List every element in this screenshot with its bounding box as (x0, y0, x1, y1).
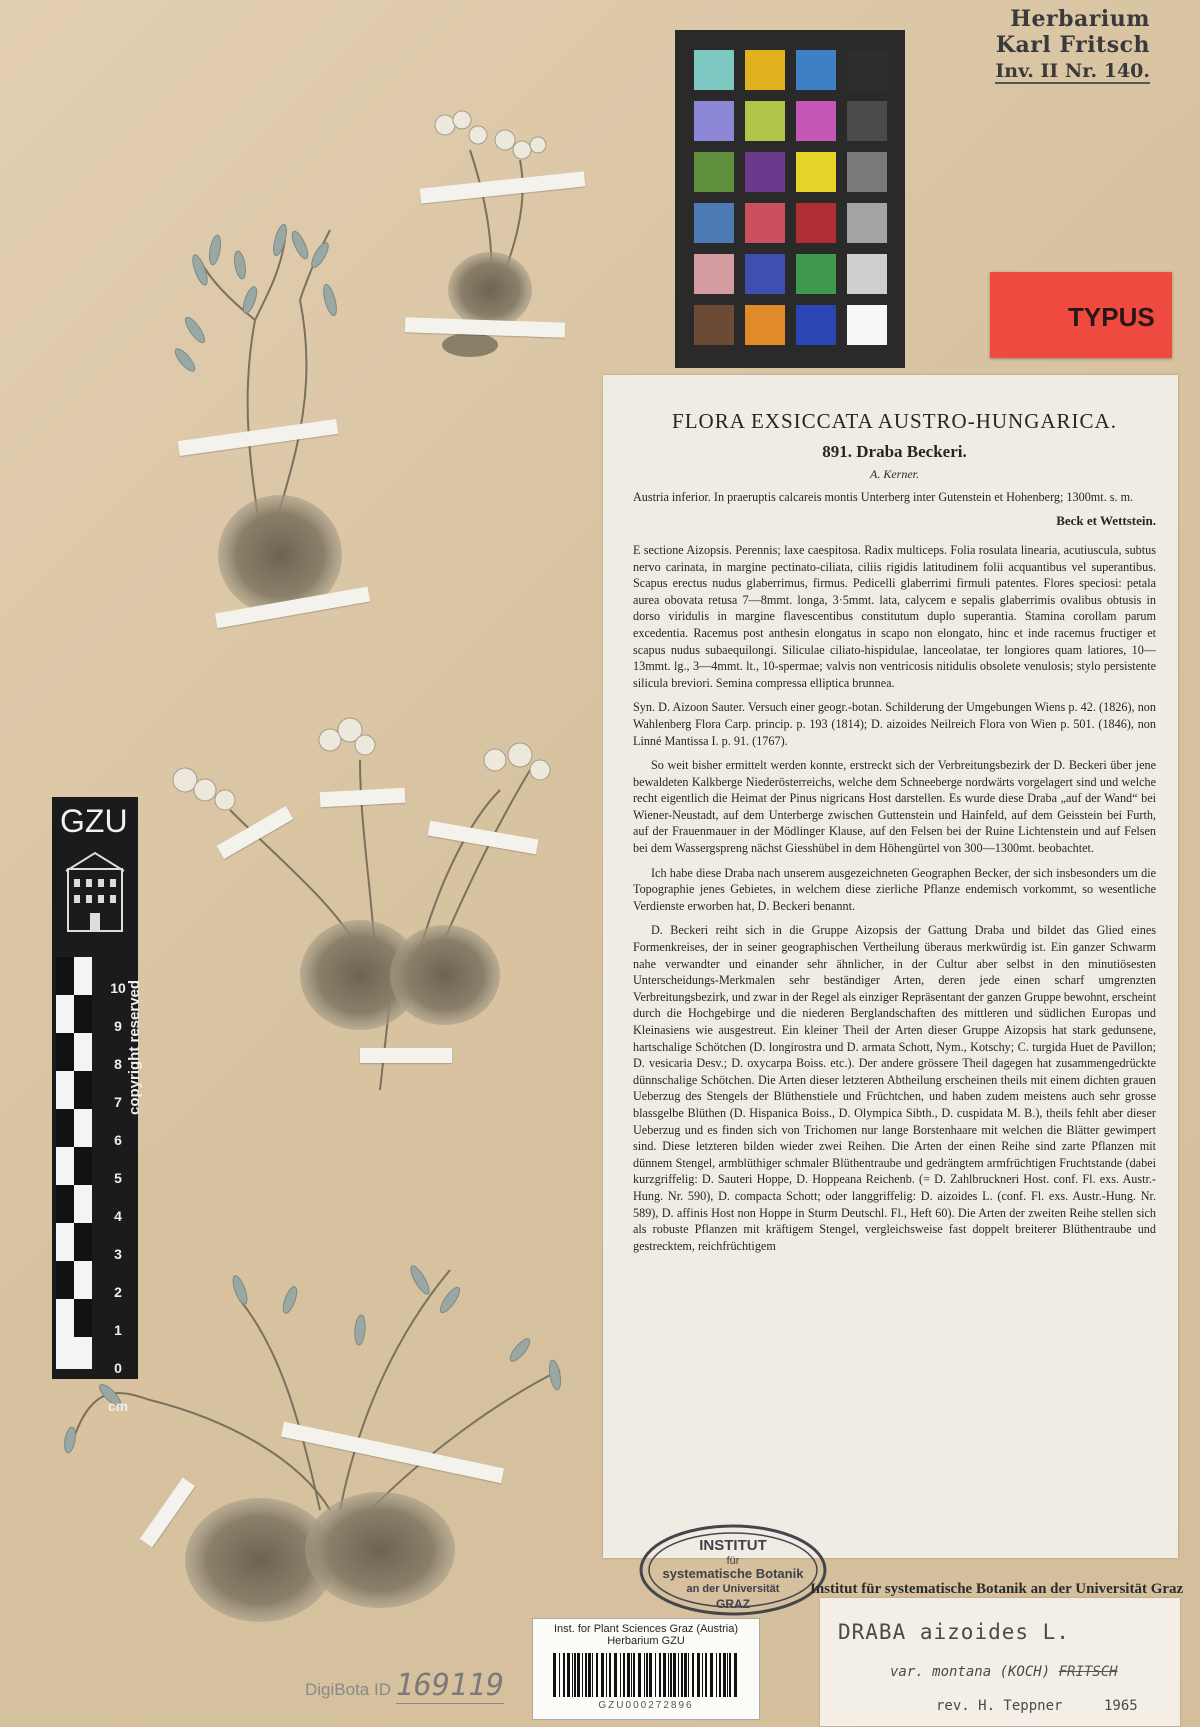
barcode-bar (649, 1653, 652, 1697)
typus-text: TYPUS (1068, 302, 1155, 332)
ruler-tick: 1 (114, 1322, 122, 1338)
ruler-tick: 9 (114, 1018, 122, 1034)
barcode-bar (684, 1653, 687, 1697)
barcode-bar (553, 1653, 556, 1697)
barcode-bar (670, 1653, 672, 1697)
barcode-bar (627, 1653, 630, 1697)
barcode-bar (638, 1653, 641, 1697)
barcode-bar (614, 1653, 617, 1697)
det-variety: var. montana (KOCH) (890, 1664, 1051, 1680)
stamp-ring-mid2: systematische Botanik (662, 1566, 804, 1581)
barcode-number: GZU000272896 (598, 1700, 694, 1711)
barcode-bar (588, 1653, 591, 1697)
det-species: aizoides L. (919, 1620, 1070, 1644)
barcode-label (532, 1618, 760, 1720)
barcode-icon (551, 1653, 741, 1697)
barcode-bar (668, 1653, 669, 1697)
ruler-tick: 6 (114, 1132, 122, 1148)
barcode-bar (577, 1653, 580, 1697)
herbarium-stamp-title: Herbarium Karl Fritsch (995, 6, 1150, 58)
stamp-ring-bottom: GRAZ (716, 1597, 750, 1611)
barcode-bar (673, 1653, 676, 1697)
digibota-number: 169119 (395, 1668, 505, 1703)
barcode-bar (606, 1653, 607, 1697)
barcode-bar (620, 1653, 621, 1697)
label-paragraph-naming: Ich habe diese Draba nach unserem ausgezeichneten Geographen Becker, der sich insbesonders um die Topographie jenes Gebietes, in welchem diese zierliche Pflanze endemisch vorkommt, so wesentliche Verdienste erworben hat, D. Beckeri benannt. (633, 865, 1156, 913)
institute-name-stamp: Institut für systematische Botanik an der Universität Graz (810, 1581, 1184, 1597)
det-genus: DRABA (838, 1620, 907, 1644)
ruler-tick: 4 (114, 1208, 122, 1224)
barcode-bar (663, 1653, 666, 1697)
barcode-bar (702, 1653, 703, 1697)
stamp-ring-mid3: an der Universität (686, 1583, 780, 1595)
institute-stamp (633, 1520, 833, 1620)
digibota-id (305, 1668, 504, 1703)
barcode-bar (719, 1653, 721, 1697)
barcode-bar (688, 1653, 689, 1697)
ruler-tick: 5 (114, 1170, 122, 1186)
ruler-tick: 3 (114, 1246, 122, 1262)
copyright-notice: copyright reserved (126, 979, 143, 1115)
barcode-bar (574, 1653, 576, 1697)
barcode-bar (585, 1653, 587, 1697)
barcode-bar (563, 1653, 565, 1697)
ruler-tick: 0 (114, 1360, 122, 1376)
label-author: A. Kerner. (870, 467, 919, 482)
stamp-ring-mid1: für (726, 1555, 740, 1567)
det-struck-author: FRITSCH (1058, 1664, 1118, 1680)
label-description: E sectione Aizopsis. Perennis; laxe caespitosa. Radix multiceps. Folia rosulata linearia, acutiuscula, subtus nervo carinata, in margine pectinato-ciliata, ciliis rigidis latitudinem folii acquantibus vel superantibus. Scapus erectus nudus glaberrimus, firmus. Pedicelli glaberrimi firmuli patentes. Flores speciosi: petala aurea obovata retusa 7—8mmt. longa, 3·5mmt. lata, calycem e sepalis glaberrimis ovalibus obtusis in dorso viridulis in margine flavescentibus constitutum duplo superantia. Stamina corollam parum excedentia. Racemus post anthesin elongatus in scapo non elongato, hinc et inde racemus fructiger et scapus nudus subaequilongi. Siliculae ciliato-hispidulae, lanceolatae, ter longiores quam latiores, 10—13mmt. lg., 3—4mmt. lt., 10-spermae; valvis non ventricosis nitidulis obsolete venulosis; stylo persistente silicula breviori. Semina compressa elliptica brunnea. (633, 542, 1156, 690)
barcode-institution: Inst. for Plant Sciences Graz (Austria) (553, 1623, 738, 1635)
label-synonyms: Syn. D. Aizoon Sauter. Versuch einer geogr.-botan. Schilderung der Umgebungen Wiens p. 42. (1826), non Wahlenberg Flora Carp. princip. p. 193 (1814); D. aizoides Neilreich Flora von Wien p. 501. (1846), non Linné Mantissa I. p. 91. (1767). (633, 700, 1156, 748)
barcode-bar (601, 1653, 604, 1697)
barcode-herbarium: Herbarium GZU (607, 1635, 685, 1647)
barcode-bar (723, 1653, 726, 1697)
barcode-bar (697, 1653, 700, 1697)
mounting-strip (360, 1048, 452, 1063)
ruler-tick: 8 (114, 1056, 122, 1072)
det-year: 1965 (1104, 1698, 1138, 1714)
barcode-bar (631, 1653, 632, 1697)
barcode-bar (659, 1653, 661, 1697)
ruler-tick: 10 (110, 980, 126, 996)
label-species-title: 891. Draba Beckeri. (822, 441, 967, 461)
det-variety-line (890, 1664, 1118, 1680)
centimeter-scale (56, 957, 92, 1369)
barcode-bar (633, 1653, 635, 1697)
barcode-bar (729, 1653, 731, 1697)
herbarium-stamp-inventory: Inv. II Nr. 140. (995, 60, 1150, 82)
ruler-tick: 7 (114, 1094, 122, 1110)
digibota-prefix: DigiBota ID (305, 1680, 391, 1699)
barcode-bar (592, 1653, 593, 1697)
barcode-bar (609, 1653, 611, 1697)
barcode-bar (567, 1653, 570, 1697)
barcode-bar (727, 1653, 728, 1697)
barcode-bar (655, 1653, 656, 1697)
det-revisor: rev. H. Teppner (936, 1698, 1063, 1714)
label-paragraph-distribution: So weit bisher ermittelt werden konnte, erstreckt sich der Verbreitungsbezirk der D. Beckeri über jene bewaldeten Kalkberge Niederösterreichs, welche dem Schneeberge nordwärts vorgelagert sind und welche recht eigentlich die Heimat der Pinus nigricans Host darstellen. Es wurde diese Draba „auf der Wand“ bei Wiener-Neustadt, auf dem Unterberge zwischen Guttenstein und Hainfeld, auf dem Geisstein bei Furth, auf der Frauenmauer in der Mödlinger Klause, auf den Felsen bei der Ruine Lichtenstein und auf Felsen bei dem Wassergspreng nächst Giesshübel in dem Höhengürtel von 300—1300mt. beobachtet. (633, 758, 1156, 856)
barcode-bar (572, 1653, 573, 1697)
barcode-bar (681, 1653, 683, 1697)
stamp-ring-top: INSTITUT (699, 1537, 767, 1554)
barcode-bar (582, 1653, 583, 1697)
label-locality: Austria inferior. In praeruptis calcareis montis Unterberg inter Gutenstein et Hohenberg; 1300mt. s. m. (633, 489, 1134, 504)
det-name (838, 1620, 1070, 1644)
barcode-bar (692, 1653, 694, 1697)
barcode-bar (596, 1653, 598, 1697)
ruler-tick: 2 (114, 1284, 122, 1300)
barcode-bar (716, 1653, 717, 1697)
determination-slip (820, 1598, 1180, 1726)
label-collectors: Beck et Wettstein. (1056, 513, 1156, 529)
barcode-bar (678, 1653, 679, 1697)
barcode-bar (646, 1653, 648, 1697)
label-header: FLORA EXSICCATA AUSTRO-HUNGARICA. (672, 409, 1117, 433)
barcode-bar (559, 1653, 560, 1697)
barcode-bar (644, 1653, 645, 1697)
printed-species-label (603, 375, 1178, 1558)
label-paragraph-relations: D. Beckeri reiht sich in die Gruppe Aizopsis der Gattung Draba und bildet das Glied eines Formenkreises, der in seiner geographischen Vertheilung überaus merkwürdig ist. Ein ganzer Schwarm nahe verwandter und einander sehr ähnlicher, in der Cultur aber selbst in den minutiösesten Unterscheidungs-Merkmalen sehr beständiger Arten, deren jede einen scharf umgrenzten Verbreitungsbezirk, und zwar in der Regel als einziger Repräsentant der ganzen Gruppe bewohnt, erscheint durch die Hochgebirge und die niederen Berglandschaften des mittleren und südlichen Europas und Kleinasiens wie ausgestreut. Ein kleiner Theil der Arten dieser Gruppe Aizopsis hat stark gedunsene, hartschalige Schötchen (D. longirostra und D. armata Schott, Nym., Kotschy; C. turgida Huet de Pavillon; D. vesicaria Desv.; D. oxycarpa Boiss. etc.). Der andere grössere Theil dagegen hat zusammengedrückte dünnschalige Schötchen. Die Arten dieser letzteren Abtheilung erscheinen theils mit einem dichten grauen Ueberzug des Stengels der Blüthenstiele und Früchtchen, und haben zudem meistens auch sehr grosse blassgelbe Blüthen (D. Hispanica Boiss., D. Olympica Sibth., D. cuspidata M. B.), theils fehlt aber dieser Ueberzug und es finden sich von Trichomen nur lange Borstenhaare mit welchen die Blätter gewimpert sind. Diese letzteren bilden wieder zwei Reihen. Die Arten der einen Reihe sind zarte Pflanzen mit dünnem Stengel, armblüthiger schmaler Blüthentraube und gedrängtem armfrüchtigen Fruchtstande (dabei kurzgriffelig: D. Sauteri Hoppe, D. Hoppeana Reichenb. (= D. Zahlbruckneri Host. conf. Fl. exs. Austr.-Hung. Nr. 590), D. compacta Schott; oder langgriffelig: D. aizoides L. (conf. Fl. exs. Austr.-Hung. Nr. 589), D. affinis Host non Hoppe in Sturm Deutschl. Fl., Heft 60). Die Arten der zweiten Reihe stellen sich als robuste Pflanzen mit kräftigem Stengel, vergleichsweise fast doppelt breiterer Blüthentraube und gestrecktem, reichfrüchtigem (633, 923, 1156, 1253)
herbarium-building-icon (62, 849, 128, 935)
gzu-logo: GZU (60, 803, 128, 839)
ruler-unit: cm (107, 1398, 129, 1414)
barcode-bar (734, 1653, 737, 1697)
barcode-bar (710, 1653, 713, 1697)
barcode-bar (623, 1653, 625, 1697)
barcode-bar (705, 1653, 707, 1697)
